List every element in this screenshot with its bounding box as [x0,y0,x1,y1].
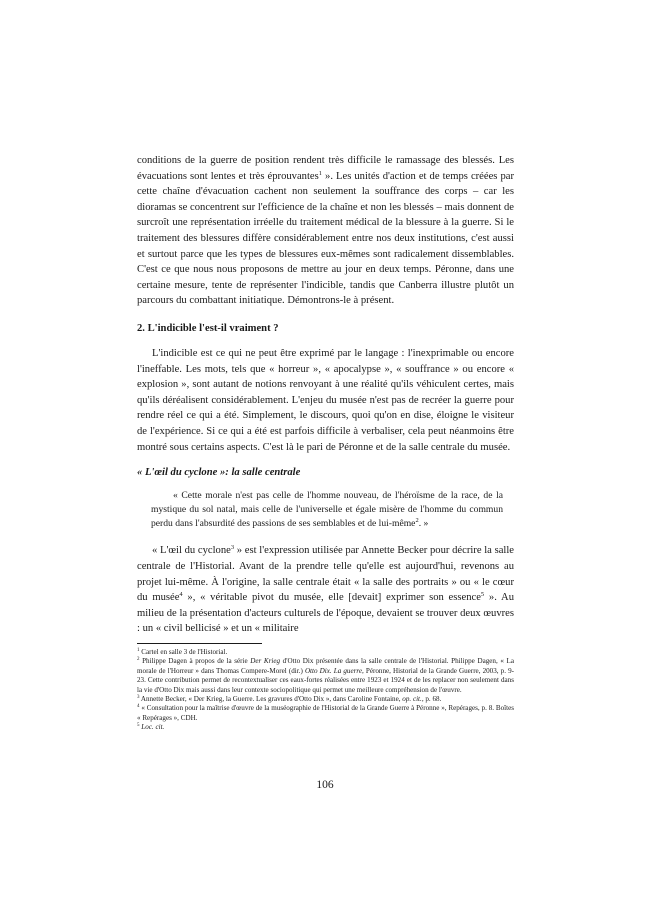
footnote-separator [137,643,262,644]
footnote-1: $^1$ Cartel en salle 3 de l'Historial. [137,647,228,656]
paragraph-3: « L'œil du cyclone$^3$ » est l'expression utilisée par Annette Becker pour décrire la salle centrale de l'Historial. Avant de la prendre telle qu'elle est aujourd'hui, revenons au projet lui-même. À l'origine, la salle centrale était « la salle des portraits » ou « le cœur du musée$^4$ », « véritable pivot du musée, elle [devait] exprimer son essence$^5$ ». Au milieu de la présentation d'acteurs culturels de l'époque, devaient se trouver deux œuvres : un « civil bellicisé » et un « militaire [137,544,514,635]
page-body [137,153,514,733]
paragraph-1: conditions de la guerre de position rendent très difficile le ramassage des blessés. Les évacuations sont lentes et très éprouvantes$^1$ ». Les unités d'action et de temps créées par cette chaîne d'évacuation cachent non seulement la souffrance des corps – car les dioramas se concentrent sur l'efficience de la chaîne et non les blessés – mais donnent de surcroît une représentation irréelle du traitement médical de la blessure à la guerre. Si le traitement des blessures diffère considérablement entre nos deux institutions, c'est aussi et surtout parce que les types de blessures eux-mêmes sont radicalement dissemblables. C'est ce que nous nous proposons de mettre au jour en deux temps. Péronne, dans une certaine mesure, tente de représenter l'indicible, tandis que Canberra illustre plutôt un parcours du combattant initiatique. Démontrons-le à présent. [137,155,514,307]
subsection-heading: « L'œil du cyclone »: la salle centrale [137,467,301,479]
footnote-3: $^3$ Annette Becker, « Der Krieg, la Guerre. Les gravures d'Otto Dix », dans Caroline Fontaine, op. cit., p. 68. [137,694,442,703]
section-heading-2: 2. L'indicible l'est-il vraiment ? [137,322,279,334]
footnote-ref-3[interactable]: 3 [230,544,235,552]
footnote-5: $^5$ Loc. cit. [137,723,165,732]
footnote-ref-4[interactable]: 4 [179,591,183,599]
footnote-ref-2[interactable]: 2 [415,517,419,525]
block-quote: « Cette morale n'est pas celle de l'homme nouveau, de l'héroïsme de la race, de la mystique du sol natal, mais celle de l'universelle et égale misère de l'homme du commun perdu dans l'absurdité des passions de ses semblables et de lui-même$^2$. » [151,490,503,530]
footnote-ref-1[interactable]: 1 [318,169,322,177]
paragraph-2: L'indicible est ce qui ne peut être exprimé par le langage : l'inexprimable ou encore l'ineffable. Les mots, tels que « horreur », « apocalypse », « souffrance » ou encore « explosion », sont autant de notions renvoyant à une réalité qu'ils véhiculent certes, mais qu'ils déréalisent considérablement. L'enjeu du musée n'est pas de recréer la guerre pour rendre réel ce qui a été. Simplement, le discours, quoi qu'on en dise, éloigne le visiteur de l'expérience. Si ce qui a été est parfois difficile à verbaliser, cela peut néanmoins être montré sous certains aspects. C'est là le pari de Péronne et de la salle centrale du musée. [137,347,514,453]
footnote-ref-5[interactable]: 5 [480,591,485,599]
footnote-2: $^2$ Philippe Dagen à propos de la série Der Krieg d'Otto Dix présentée dans la salle centrale de l'Historial. Philippe Dagen, « La morale de l'Horreur » dans Thomas Compere-Morel (dir.) Otto Dix. La guerre, Péronne, Historial de la Grande Guerre, 2003, p. 9-23. Cette contribution permet de recontextualiser ces eaux-fortes réalisées entre 1923 et 1924 et de les replacer non seulement dans la vie d'Otto Dix mais aussi dans leur contexte sociopolitique qui permet une meilleure compréhension de l'œuvre. [137,657,514,694]
page-number: 106 [316,779,334,791]
footnotes [137,648,514,733]
footnote-4: $^4$ « Consultation pour la maîtrise d'œuvre de la muséographie de l'Historial de la Grande Guerre à Péronne », Repérages, p. 8. Boîtes « Repérages », CDH. [137,704,514,722]
